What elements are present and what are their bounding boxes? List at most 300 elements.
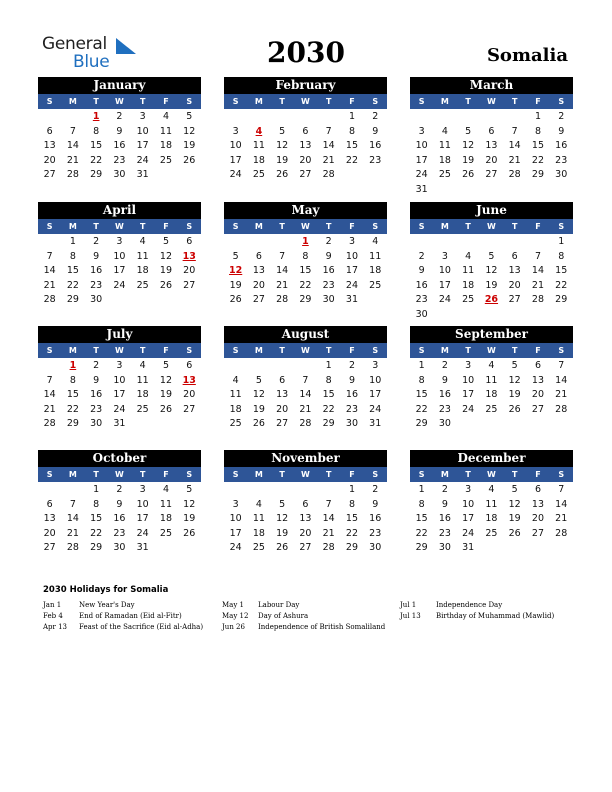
day-cell: 9 xyxy=(372,125,379,137)
day-cell: 13 xyxy=(252,265,265,277)
empty-day-cell xyxy=(108,293,131,308)
empty-day-cell xyxy=(526,183,549,198)
day-cell: 26 xyxy=(159,403,172,415)
holiday-date: Feb 4 xyxy=(43,612,63,620)
day-cell: 7 xyxy=(46,374,53,386)
day-cell: 23 xyxy=(369,527,382,539)
day-cell: 5 xyxy=(279,125,286,137)
weekday-label: W xyxy=(115,222,124,231)
holiday-date: Jul 1 xyxy=(400,601,417,609)
day-cell: 20 xyxy=(252,279,265,291)
week-row xyxy=(224,483,387,498)
day-cell: 19 xyxy=(485,279,498,291)
empty-day-cell xyxy=(480,235,503,250)
weekday-label: F xyxy=(349,346,355,355)
day-cell: 11 xyxy=(369,250,382,262)
empty-day-cell xyxy=(410,110,433,125)
week-row xyxy=(38,293,201,308)
weekday-label: F xyxy=(163,470,169,479)
day-cell: 23 xyxy=(438,403,451,415)
day-cell: 14 xyxy=(322,513,335,525)
day-cell: 24 xyxy=(229,169,242,181)
week-row xyxy=(38,374,201,389)
day-cell: 19 xyxy=(252,403,265,415)
week-row xyxy=(38,498,201,513)
week-row xyxy=(224,512,387,527)
week-row xyxy=(38,541,201,556)
weekday-label: T xyxy=(139,222,146,231)
day-cell: 2 xyxy=(441,484,448,495)
weekday-label: T xyxy=(511,470,518,479)
day-cell: 6 xyxy=(255,250,262,262)
weekday-label: S xyxy=(46,346,53,355)
day-cell: 21 xyxy=(322,154,335,166)
weekday-label: W xyxy=(115,346,124,355)
weekday-label: S xyxy=(558,470,565,479)
weekday-header xyxy=(224,94,387,109)
day-cell: 20 xyxy=(276,403,289,415)
day-cell: 6 xyxy=(46,498,53,510)
day-cell: 4 xyxy=(255,125,263,137)
month-title: November xyxy=(224,450,387,467)
day-cell: 10 xyxy=(369,374,382,386)
day-cell: 29 xyxy=(531,169,544,181)
day-cell: 21 xyxy=(276,279,289,291)
day-cell: 22 xyxy=(90,154,103,166)
weekday-header xyxy=(410,94,573,109)
day-cell: 3 xyxy=(116,360,123,371)
day-cell: 4 xyxy=(255,498,262,510)
day-cell: 9 xyxy=(93,374,100,386)
day-cell: 15 xyxy=(66,389,79,401)
weekday-label: F xyxy=(535,222,541,231)
month-september xyxy=(410,326,573,432)
week-row xyxy=(224,235,387,250)
day-cell: 3 xyxy=(116,236,123,247)
day-cell: 26 xyxy=(183,154,196,166)
day-cell: 14 xyxy=(43,265,56,277)
day-cell: 5 xyxy=(465,125,472,137)
day-cell: 12 xyxy=(183,125,196,137)
day-cell: 3 xyxy=(465,360,472,371)
day-cell: 30 xyxy=(113,542,126,554)
day-cell: 27 xyxy=(531,403,544,415)
weekday-label: T xyxy=(139,97,146,106)
week-row xyxy=(410,183,573,198)
weekday-label: T xyxy=(325,97,332,106)
day-cell: 17 xyxy=(136,513,149,525)
day-cell: 30 xyxy=(369,542,382,554)
day-cell: 14 xyxy=(43,389,56,401)
day-cell: 22 xyxy=(66,403,79,415)
day-cell: 4 xyxy=(139,236,146,247)
weekday-header xyxy=(38,343,201,358)
day-cell: 13 xyxy=(531,374,544,386)
day-cell: 13 xyxy=(182,250,196,262)
day-cell: 20 xyxy=(183,265,196,277)
day-cell: 26 xyxy=(252,418,265,430)
day-cell: 18 xyxy=(136,265,149,277)
day-cell: 1 xyxy=(325,360,332,371)
day-cell: 5 xyxy=(279,498,286,510)
day-cell: 19 xyxy=(183,513,196,525)
week-row xyxy=(38,527,201,542)
day-cell: 25 xyxy=(485,403,498,415)
month-title: January xyxy=(38,77,201,94)
day-cell: 4 xyxy=(162,484,169,495)
day-cell: 1 xyxy=(69,360,77,371)
empty-day-cell xyxy=(154,293,177,308)
week-row xyxy=(224,498,387,513)
day-cell: 28 xyxy=(531,294,544,306)
empty-day-cell xyxy=(526,417,549,432)
day-cell: 30 xyxy=(90,418,103,430)
day-cell: 24 xyxy=(229,542,242,554)
day-cell: 5 xyxy=(488,250,495,262)
holiday-list xyxy=(43,585,583,631)
day-cell: 28 xyxy=(66,169,79,181)
day-cell: 16 xyxy=(369,140,382,152)
week-row xyxy=(410,359,573,374)
empty-day-cell xyxy=(364,293,387,308)
week-row xyxy=(224,264,387,279)
month-title: August xyxy=(224,326,387,343)
weekday-label: M xyxy=(440,222,449,231)
weekday-label: F xyxy=(163,346,169,355)
day-cell: 25 xyxy=(369,279,382,291)
day-cell: 11 xyxy=(136,374,149,386)
weekday-label: T xyxy=(93,222,99,231)
empty-day-cell xyxy=(433,110,456,125)
week-row xyxy=(410,110,573,125)
day-cell: 15 xyxy=(345,140,358,152)
week-row xyxy=(224,403,387,418)
month-title: March xyxy=(410,77,573,94)
day-cell: 2 xyxy=(93,360,100,371)
weekday-header xyxy=(224,219,387,234)
empty-day-cell xyxy=(178,293,201,308)
day-cell: 1 xyxy=(348,111,355,122)
day-cell: 12 xyxy=(159,250,172,262)
month-title: July xyxy=(38,326,201,343)
weekday-label: M xyxy=(440,470,449,479)
week-row xyxy=(224,388,387,403)
day-cell: 21 xyxy=(508,154,521,166)
day-cell: 20 xyxy=(299,154,312,166)
day-cell: 17 xyxy=(415,154,428,166)
day-cell: 26 xyxy=(229,294,242,306)
logo-blue-text: Blue xyxy=(73,52,110,72)
empty-day-cell xyxy=(480,417,503,432)
empty-day-cell xyxy=(340,168,363,183)
day-cell: 4 xyxy=(488,484,495,495)
day-cell: 16 xyxy=(90,265,103,277)
empty-day-cell xyxy=(247,110,270,125)
weekday-header xyxy=(410,467,573,482)
day-cell: 7 xyxy=(46,250,53,262)
month-may xyxy=(224,202,387,308)
empty-day-cell xyxy=(503,183,526,198)
day-cell: 11 xyxy=(159,498,172,510)
day-cell: 17 xyxy=(229,527,242,539)
day-cell: 7 xyxy=(302,374,309,386)
day-cell: 6 xyxy=(511,250,518,262)
day-cell: 16 xyxy=(113,513,126,525)
day-cell: 1 xyxy=(418,360,425,371)
day-cell: 25 xyxy=(252,169,265,181)
week-row xyxy=(38,483,201,498)
day-cell: 27 xyxy=(299,542,312,554)
day-cell: 18 xyxy=(438,154,451,166)
day-cell: 9 xyxy=(93,250,100,262)
month-title: September xyxy=(410,326,573,343)
day-cell: 20 xyxy=(43,527,56,539)
day-cell: 9 xyxy=(348,374,355,386)
day-cell: 26 xyxy=(508,403,521,415)
empty-day-cell xyxy=(294,359,317,374)
weekday-label: S xyxy=(372,346,379,355)
day-cell: 10 xyxy=(229,140,242,152)
empty-day-cell xyxy=(271,359,294,374)
weekday-header xyxy=(38,94,201,109)
day-cell: 14 xyxy=(66,513,79,525)
day-cell: 17 xyxy=(345,265,358,277)
week-row xyxy=(38,417,201,432)
holiday-name: New Year's Day xyxy=(79,601,135,609)
day-cell: 31 xyxy=(462,542,475,554)
empty-day-cell xyxy=(131,417,154,432)
weekday-label: T xyxy=(139,346,146,355)
month-january xyxy=(38,77,201,183)
day-cell: 17 xyxy=(229,154,242,166)
weekday-label: F xyxy=(349,470,355,479)
month-july xyxy=(38,326,201,432)
weekday-label: M xyxy=(68,470,77,479)
day-cell: 29 xyxy=(90,542,103,554)
day-cell: 20 xyxy=(183,389,196,401)
day-cell: 7 xyxy=(558,360,565,371)
day-cell: 25 xyxy=(462,294,475,306)
day-cell: 13 xyxy=(531,498,544,510)
day-cell: 20 xyxy=(508,279,521,291)
week-row xyxy=(38,168,201,183)
holiday-name: Labour Day xyxy=(258,601,300,609)
day-cell: 26 xyxy=(276,169,289,181)
day-cell: 17 xyxy=(113,389,126,401)
day-cell: 13 xyxy=(508,265,521,277)
week-row xyxy=(38,279,201,294)
empty-day-cell xyxy=(38,110,61,125)
day-cell: 16 xyxy=(113,140,126,152)
weekday-label: T xyxy=(511,97,518,106)
day-cell: 21 xyxy=(43,279,56,291)
day-cell: 27 xyxy=(43,169,56,181)
weekday-label: S xyxy=(232,97,239,106)
day-cell: 7 xyxy=(69,498,76,510)
day-cell: 18 xyxy=(159,140,172,152)
empty-day-cell xyxy=(61,483,84,498)
weekday-label: S xyxy=(372,470,379,479)
day-cell: 15 xyxy=(415,513,428,525)
day-cell: 22 xyxy=(415,403,428,415)
day-cell: 25 xyxy=(252,542,265,554)
weekday-label: M xyxy=(440,346,449,355)
day-cell: 8 xyxy=(302,250,309,262)
week-row xyxy=(38,388,201,403)
day-cell: 8 xyxy=(348,498,355,510)
day-cell: 19 xyxy=(462,154,475,166)
day-cell: 31 xyxy=(136,169,149,181)
day-cell: 12 xyxy=(485,265,498,277)
header xyxy=(0,0,612,72)
empty-day-cell xyxy=(271,235,294,250)
week-row xyxy=(410,125,573,140)
month-title: February xyxy=(224,77,387,94)
weekday-header xyxy=(38,467,201,482)
day-cell: 18 xyxy=(369,265,382,277)
day-cell: 12 xyxy=(508,498,521,510)
week-row xyxy=(410,308,573,323)
day-cell: 26 xyxy=(508,527,521,539)
weekday-label: M xyxy=(440,97,449,106)
week-row xyxy=(38,359,201,374)
empty-day-cell xyxy=(224,359,247,374)
day-cell: 20 xyxy=(531,389,544,401)
holiday-date: Jun 26 xyxy=(222,623,245,631)
day-cell: 19 xyxy=(159,389,172,401)
empty-day-cell xyxy=(550,308,573,323)
weekday-label: S xyxy=(372,222,379,231)
day-cell: 30 xyxy=(90,294,103,306)
empty-day-cell xyxy=(433,183,456,198)
empty-day-cell xyxy=(503,308,526,323)
month-october xyxy=(38,450,201,556)
weekday-label: S xyxy=(558,222,565,231)
day-cell: 18 xyxy=(485,513,498,525)
day-cell: 26 xyxy=(276,542,289,554)
day-cell: 1 xyxy=(93,484,100,495)
day-cell: 9 xyxy=(558,125,565,137)
weekday-label: W xyxy=(301,346,310,355)
weekday-label: M xyxy=(254,470,263,479)
weekday-label: S xyxy=(186,222,193,231)
day-cell: 14 xyxy=(555,374,568,386)
weekday-label: S xyxy=(232,470,239,479)
day-cell: 10 xyxy=(438,265,451,277)
week-row xyxy=(224,374,387,389)
empty-day-cell xyxy=(178,168,201,183)
day-cell: 4 xyxy=(162,111,169,122)
day-cell: 7 xyxy=(325,125,332,137)
week-row xyxy=(224,359,387,374)
week-row xyxy=(410,541,573,556)
weekday-label: T xyxy=(93,470,99,479)
day-cell: 13 xyxy=(43,140,56,152)
day-cell: 21 xyxy=(531,279,544,291)
day-cell: 18 xyxy=(229,403,242,415)
empty-day-cell xyxy=(480,110,503,125)
day-cell: 6 xyxy=(488,125,495,137)
week-row xyxy=(224,250,387,265)
day-cell: 11 xyxy=(485,374,498,386)
holiday-name: End of Ramadan (Eid al-Fitr) xyxy=(79,612,182,620)
day-cell: 1 xyxy=(92,111,100,122)
day-cell: 9 xyxy=(325,250,332,262)
month-march xyxy=(410,77,573,198)
day-cell: 15 xyxy=(90,140,103,152)
day-cell: 30 xyxy=(113,169,126,181)
day-cell: 9 xyxy=(441,498,448,510)
empty-day-cell xyxy=(526,235,549,250)
day-cell: 18 xyxy=(252,527,265,539)
weekday-label: M xyxy=(254,97,263,106)
day-cell: 9 xyxy=(418,265,425,277)
day-cell: 23 xyxy=(555,154,568,166)
day-cell: 30 xyxy=(415,308,428,320)
day-cell: 15 xyxy=(531,140,544,152)
day-cell: 29 xyxy=(322,418,335,430)
week-row xyxy=(224,125,387,140)
day-cell: 30 xyxy=(438,542,451,554)
day-cell: 17 xyxy=(438,279,451,291)
day-cell: 12 xyxy=(508,374,521,386)
week-row xyxy=(224,110,387,125)
day-cell: 16 xyxy=(415,279,428,291)
holiday-name: Independence Day xyxy=(436,601,503,609)
empty-day-cell xyxy=(271,483,294,498)
day-cell: 11 xyxy=(229,389,242,401)
day-cell: 1 xyxy=(534,111,541,122)
day-cell: 28 xyxy=(43,294,56,306)
weekday-label: M xyxy=(254,222,263,231)
day-cell: 6 xyxy=(534,360,541,371)
day-cell: 16 xyxy=(90,389,103,401)
empty-day-cell xyxy=(433,308,456,323)
day-cell: 22 xyxy=(66,279,79,291)
empty-day-cell xyxy=(480,183,503,198)
month-title: December xyxy=(410,450,573,467)
day-cell: 28 xyxy=(555,403,568,415)
day-cell: 12 xyxy=(276,140,289,152)
empty-day-cell xyxy=(317,483,340,498)
day-cell: 16 xyxy=(369,513,382,525)
day-cell: 29 xyxy=(345,542,358,554)
day-cell: 4 xyxy=(232,374,239,386)
week-row xyxy=(38,512,201,527)
day-cell: 10 xyxy=(113,374,126,386)
day-cell: 29 xyxy=(415,542,428,554)
day-cell: 6 xyxy=(46,125,53,137)
day-cell: 24 xyxy=(345,279,358,291)
week-row xyxy=(410,235,573,250)
day-cell: 17 xyxy=(113,265,126,277)
day-cell: 3 xyxy=(418,125,425,137)
day-cell: 12 xyxy=(252,389,265,401)
week-row xyxy=(410,527,573,542)
logo-general-text: General xyxy=(42,34,107,54)
day-cell: 25 xyxy=(229,418,242,430)
week-row xyxy=(410,264,573,279)
day-cell: 25 xyxy=(136,279,149,291)
day-cell: 18 xyxy=(462,279,475,291)
day-cell: 5 xyxy=(255,374,262,386)
day-cell: 26 xyxy=(462,169,475,181)
day-cell: 11 xyxy=(136,250,149,262)
weekday-label: W xyxy=(115,97,124,106)
day-cell: 5 xyxy=(186,111,193,122)
week-row xyxy=(410,417,573,432)
empty-day-cell xyxy=(247,483,270,498)
